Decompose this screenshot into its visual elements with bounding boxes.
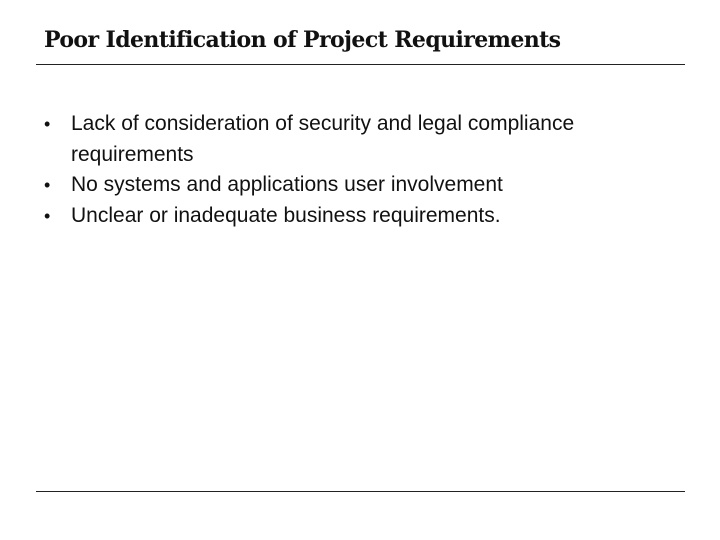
title-divider bbox=[36, 64, 685, 65]
bullet-item bbox=[44, 170, 664, 201]
bullet-text: Unclear or inadequate business requirements. bbox=[71, 203, 501, 227]
bullet-icon: • bbox=[44, 205, 51, 226]
footer-divider bbox=[36, 491, 685, 492]
bullet-item bbox=[44, 201, 664, 232]
bullet-item bbox=[44, 109, 664, 170]
bullet-icon: • bbox=[44, 114, 51, 134]
bullet-text: No systems and applications user involvement bbox=[71, 173, 503, 196]
bullet-list bbox=[44, 109, 664, 231]
slide-title: Poor Identification of Project Requirements bbox=[44, 27, 561, 53]
bullet-text: Lack of consideration of security and legal compliance requirements bbox=[71, 112, 575, 166]
bullet-icon: • bbox=[44, 175, 51, 195]
